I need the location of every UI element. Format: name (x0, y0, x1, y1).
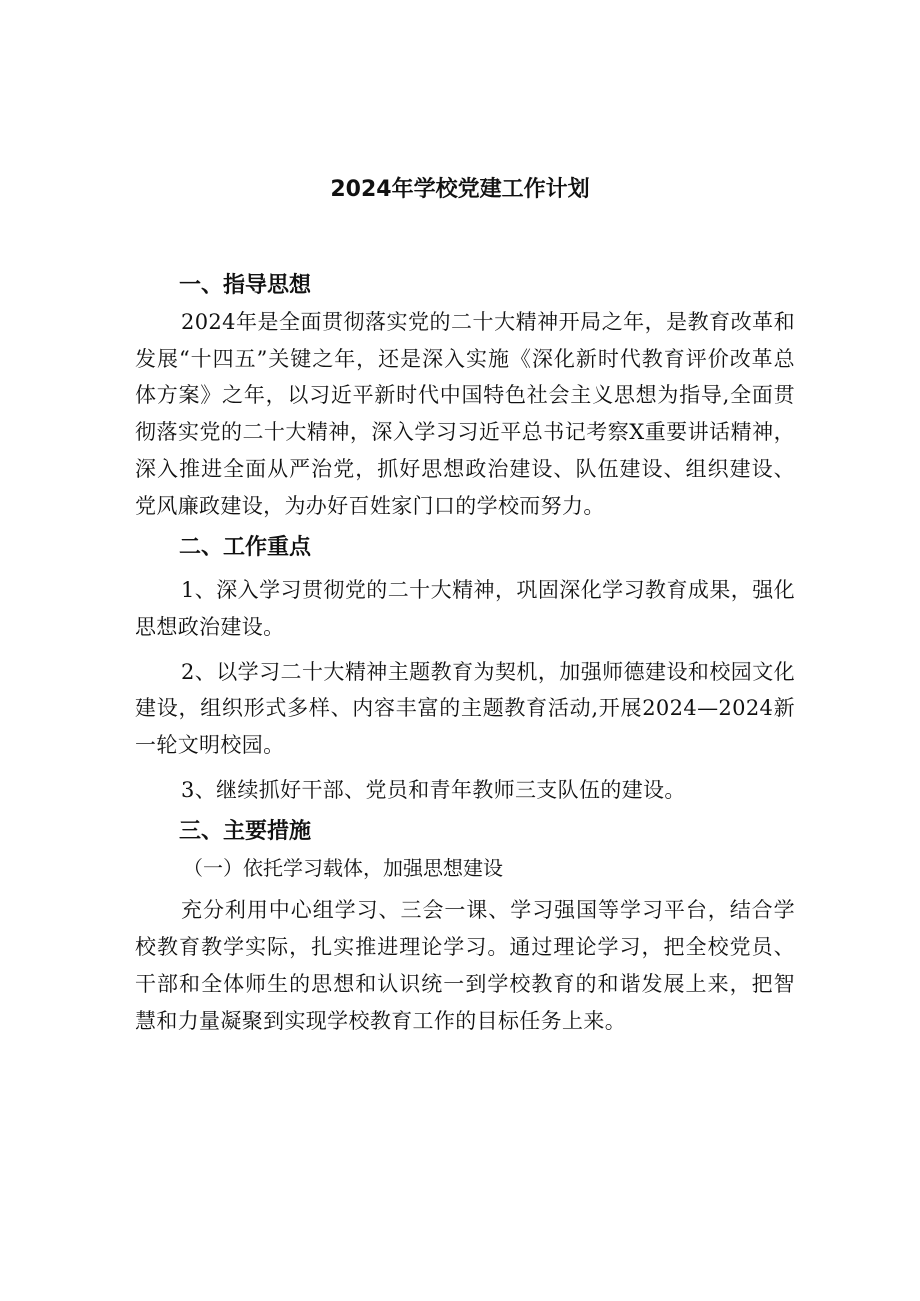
subheading-learning-carrier: （一）依托学习载体，加强思想建设 (183, 856, 503, 881)
paragraph-work-focus-1: 1、深入学习贯彻党的二十大精神，巩固深化学习教育成果，强化思想政治建设。 (135, 578, 795, 639)
paragraph-work-focus-3: 3、继续抓好干部、党员和青年教师三支队伍的建设。 (181, 777, 686, 802)
section-heading-guiding-ideology: 一、指导思想 (179, 273, 312, 298)
paragraph-guiding-ideology: 2024年是全面贯彻落实党的二十大精神开局之年，是教育改革和发展“十四五”关键之年，还是深入实施《深化新时代教育评价改革总体方案》之年，以习近平新时代中国特色社会主义思想为指导,全面贯彻落实党的二十大精神，深入学习习近平总书记考察X重要讲话精神，深入推进全面从严治党，抓好思想政治建设、队伍建设、组织建设、党风廉政建设，为办好百姓家门口的学校而努力。 (135, 310, 795, 518)
section-heading-main-measures: 三、主要措施 (179, 819, 312, 845)
paragraph-main-measures-1: 充分利用中心组学习、三会一课、学习强国等学习平台，结合学校教育教学实际，扎实推进理论学习。通过理论学习，把全校党员、干部和全体师生的思想和认识统一到学校教育的和谐发展上来，把智慧和力量凝聚到实现学校教育工作的目标任务上来。 (135, 898, 795, 1033)
document-body (135, 268, 795, 1039)
paragraph-work-focus-2: 2、以学习二十大精神主题教育为契机，加强师德建设和校园文化建设，组织形式多样、内容丰富的主题教育活动,开展2024—2024新一轮文明校园。 (135, 659, 795, 758)
document-title: 2024年学校党建工作计划 (330, 177, 590, 202)
section-heading-work-focus: 二、工作重点 (179, 535, 312, 561)
